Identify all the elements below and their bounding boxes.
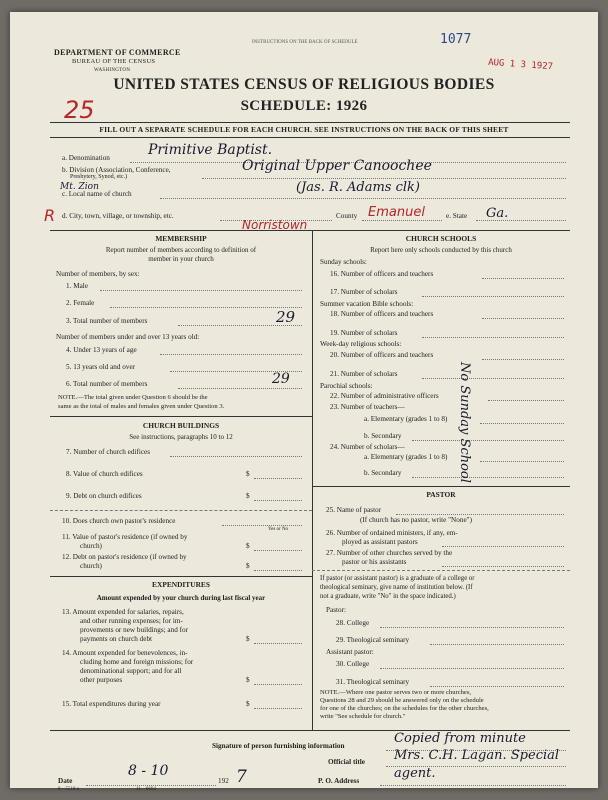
q12-debt-residence: 12. Debt on pastor's residence (if owned by <box>62 553 187 561</box>
schools-title: CHURCH SCHOOLS <box>405 234 477 243</box>
q13-line-4: payments on church debt <box>80 635 153 643</box>
date-label: Date <box>58 777 73 785</box>
state-value: Ga. <box>486 206 509 221</box>
buildings-subtitle: See instructions, paragraphs 10 to 12 <box>129 433 233 441</box>
local-name-label: c. Local name of church <box>62 190 132 198</box>
r-mark: R <box>44 206 56 225</box>
summer-heading: Summer vacation Bible schools: <box>320 300 414 308</box>
q12-debt-residence-2: church) <box>80 562 102 570</box>
membership-title: MEMBERSHIP <box>155 234 207 243</box>
q11-value-residence: 11. Value of pastor's residence (if owned by <box>62 533 188 541</box>
department-name: DEPARTMENT OF COMMERCE <box>54 48 181 57</box>
yes-or-no-hint: Yes or No <box>268 527 289 532</box>
q14-benevolences: 14. Amount expended for benevolences, in- <box>62 649 188 657</box>
handwritten-no-sunday-school: No Sunday School <box>457 362 472 483</box>
q14-line-2: cluding home and foreign missions; for <box>80 658 194 666</box>
county-value: Emanuel <box>368 205 425 220</box>
stamp-number: 1077 <box>440 32 472 47</box>
print-number: 11—6664 <box>136 787 156 792</box>
membership-subtitle-2: member in your church <box>148 255 214 263</box>
q29-seminary: 29. Theological seminary <box>336 636 410 644</box>
q15-total-expenditures: 15. Total expenditures during year <box>62 700 161 708</box>
assistant-subheading: Assistant pastor: <box>326 648 374 656</box>
city-name: WASHINGTON <box>94 68 131 73</box>
q27-line-2: pastor or his assistants <box>342 558 407 566</box>
q24a-elementary: a. Elementary (grades 1 to 8) <box>364 453 448 461</box>
city-value: Norristown <box>242 218 308 232</box>
fill-instruction: FILL OUT A SEPARATE SCHEDULE FOR EACH CHURCH. SEE INSTRUCTIONS ON THE BACK OF THIS SHEET <box>99 125 509 134</box>
by-sex-heading: Number of members, by sex: <box>56 270 140 278</box>
local-name-prefix: Mt. Zion <box>60 182 99 192</box>
q8-value-edifices: 8. Value of church edifices <box>66 470 143 478</box>
q13-line-3: provements or new buildings; and for <box>80 626 188 634</box>
q26-line-2: ployed as assistant pastors <box>342 538 418 546</box>
q3-total-value: 29 <box>276 308 296 326</box>
q26-assistant-ministers: 26. Number of ordained ministers, if any, em- <box>326 529 458 537</box>
year-prefix: 192 <box>218 777 229 785</box>
bureau-name: BUREAU OF THE CENSUS <box>72 58 156 65</box>
q30-college: 30. College <box>336 660 370 668</box>
q22-admin-officers: 22. Number of administrative officers <box>330 392 439 400</box>
q13-dollar: $ <box>246 635 250 643</box>
po-address-label: P. O. Address <box>318 777 360 785</box>
q3-total: 3. Total number of members <box>66 317 148 325</box>
pastor-note: NOTE.—Where one pastor serves two or more churches, <box>320 689 472 696</box>
denomination-label: a. Denomination <box>62 154 110 162</box>
official-title-value: Mrs. C.H. Lagan. Special <box>394 748 560 763</box>
division-label: b. Division (Association, Conference, <box>62 166 171 174</box>
graduate-instructions-2: theological seminary, give name of institution below. (If <box>320 584 473 591</box>
q9-debt-edifices: 9. Debt on church edifices <box>66 492 142 500</box>
q28-college: 28. College <box>336 619 370 627</box>
q6-total: 6. Total number of members <box>66 380 148 388</box>
membership-note-2: same as the total of males and females given under Question 3. <box>58 403 225 410</box>
q13-line-2: and other running expenses; for im- <box>80 617 183 625</box>
q21-weekday-scholars: 21. Number of scholars <box>330 370 398 378</box>
handwritten-number: 25 <box>64 96 95 124</box>
q14-line-3: denominational support; and for all <box>80 667 182 675</box>
pastor-note-3: for one of the churches; on the schedules for the other churches, <box>320 705 489 712</box>
q25-pastor-name: 25. Name of pastor <box>326 506 382 514</box>
year-value: 7 <box>236 767 247 787</box>
signature-label: Signature of person furnishing information <box>212 742 345 750</box>
page-title: UNITED STATES CENSUS OF RELIGIOUS BODIES <box>113 76 495 93</box>
q19-summer-scholars: 19. Number of scholars <box>330 329 398 337</box>
q4-under-13: 4. Under 13 years of age <box>66 346 137 354</box>
q5-13-and-over: 5. 13 years old and over <box>66 363 136 371</box>
q27-other-churches: 27. Number of other churches served by the <box>326 549 453 557</box>
q10-owns-residence: 10. Does church own pastor's residence <box>62 517 176 525</box>
state-label: e. State <box>446 212 468 220</box>
signature-value: Copied from minute <box>394 731 526 746</box>
local-name-value: (Jas. R. Adams clk) <box>296 180 421 195</box>
q23-teachers: 23. Number of teachers— <box>330 403 405 411</box>
buildings-title: CHURCH BUILDINGS <box>142 421 220 430</box>
q2-female: 2. Female <box>66 299 95 307</box>
department-block <box>54 48 181 75</box>
q12-dollar: $ <box>246 562 250 570</box>
form-number: 8—5518 a <box>58 787 79 792</box>
graduate-instructions: If pastor (or assistant pastor) is a graduate of a college or <box>320 575 475 582</box>
q18-summer-teachers: 18. Number of officers and teachers <box>330 310 434 318</box>
q14-dollar: $ <box>246 676 250 684</box>
q6-total-value: 29 <box>272 371 290 387</box>
age-heading: Number of members under and over 13 years old: <box>56 333 200 341</box>
q31-seminary: 31. Theological seminary <box>336 678 410 686</box>
q23a-elementary: a. Elementary (grades 1 to 8) <box>364 415 448 423</box>
q23b-secondary: b. Secondary <box>364 432 402 440</box>
date-value: 8 - 10 <box>128 763 169 779</box>
received-date-stamp: AUG 1 3 1927 <box>487 57 554 73</box>
schedule-title: SCHEDULE: 1926 <box>240 98 368 114</box>
expenditures-title: EXPENDITURES <box>152 580 210 589</box>
q1-male: 1. Male <box>66 282 88 290</box>
weekday-heading: Week-day religious schools: <box>320 340 402 348</box>
official-title-label: Official title <box>328 758 365 766</box>
po-address-value: agent. <box>394 766 436 781</box>
q25-hint: (If church has no pastor, write "None") <box>360 516 472 524</box>
denomination-value: Primitive Baptist. <box>148 142 273 158</box>
expenditures-subtitle: Amount expended by your church during last fiscal year <box>96 594 266 602</box>
county-label: County <box>336 212 358 220</box>
q13-running-expenses: 13. Amount expended for salaries, repairs, <box>62 608 184 616</box>
q15-dollar: $ <box>246 700 250 708</box>
top-instructions: INSTRUCTIONS ON THE BACK OF SCHEDULE <box>252 40 358 45</box>
pastor-note-4: write "See schedule for church." <box>320 713 406 720</box>
pastor-title: PASTOR <box>426 490 456 499</box>
q8-dollar: $ <box>246 470 250 478</box>
q7-edifices: 7. Number of church edifices <box>66 448 151 456</box>
division-label-2: Presbytery, Synod, etc.) <box>70 174 128 180</box>
membership-note: NOTE.—The total given under Question 6 should be the <box>58 394 208 401</box>
q24b-secondary: b. Secondary <box>364 469 402 477</box>
q11-value-residence-2: church) <box>80 542 102 550</box>
q9-dollar: $ <box>246 492 250 500</box>
q17-sunday-scholars: 17. Number of scholars <box>330 288 398 296</box>
census-schedule-sheet <box>10 12 598 792</box>
division-value: Original Upper Canoochee <box>242 158 432 174</box>
membership-subtitle: Report number of members according to definition of <box>105 246 257 254</box>
q14-line-4: other purposes <box>80 676 123 684</box>
q11-dollar: $ <box>246 542 250 550</box>
pastor-subheading: Pastor: <box>326 606 346 614</box>
q16-sunday-teachers: 16. Number of officers and teachers <box>330 270 434 278</box>
schools-subtitle: Report here only schools conducted by this church <box>370 246 512 254</box>
city-label: d. City, town, village, or township, etc. <box>62 212 174 220</box>
sunday-heading: Sunday schools: <box>320 258 367 266</box>
q24-scholars: 24. Number of scholars— <box>330 443 405 451</box>
pastor-note-2: Questions 28 and 29 should be answered only on the schedule <box>320 697 484 704</box>
graduate-instructions-3: not a graduate, write "No" in the space indicated.) <box>320 593 456 600</box>
q20-weekday-teachers: 20. Number of officers and teachers <box>330 351 434 359</box>
parochial-heading: Parochial schools: <box>320 382 373 390</box>
